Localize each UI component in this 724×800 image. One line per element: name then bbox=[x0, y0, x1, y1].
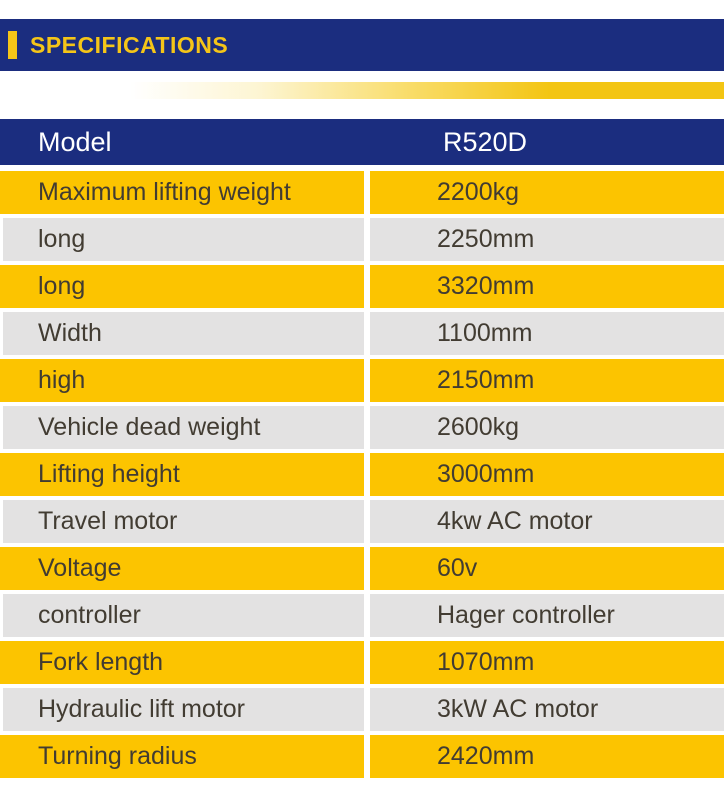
spec-value: 3320mm bbox=[370, 265, 724, 308]
spec-label: Fork length bbox=[0, 641, 364, 684]
spec-label: long bbox=[0, 218, 364, 261]
table-row bbox=[0, 406, 724, 449]
table-row bbox=[0, 594, 724, 637]
spec-value: 3kW AC motor bbox=[370, 688, 724, 731]
spec-label: Lifting height bbox=[0, 453, 364, 496]
table-row bbox=[0, 171, 724, 214]
spec-label: Hydraulic lift motor bbox=[0, 688, 364, 731]
spec-value: 3000mm bbox=[370, 453, 724, 496]
table-row bbox=[0, 547, 724, 590]
spec-label: controller bbox=[0, 594, 364, 637]
spec-label: long bbox=[0, 265, 364, 308]
spec-label: Voltage bbox=[0, 547, 364, 590]
spec-value: 2600kg bbox=[370, 406, 724, 449]
spec-value: 1100mm bbox=[370, 312, 724, 355]
spec-value: 2420mm bbox=[370, 735, 724, 778]
spec-label: Maximum lifting weight bbox=[0, 171, 364, 214]
model-number: R520D bbox=[443, 126, 528, 157]
table-body bbox=[0, 171, 724, 778]
spec-value: Hager controller bbox=[370, 594, 724, 637]
gradient-divider bbox=[0, 82, 724, 99]
section-header bbox=[0, 19, 724, 71]
spec-value: 1070mm bbox=[370, 641, 724, 684]
table-row bbox=[0, 453, 724, 496]
spec-label: Vehicle dead weight bbox=[0, 406, 364, 449]
table-row bbox=[0, 312, 724, 355]
spec-value: 60v bbox=[370, 547, 724, 590]
spec-value: 2250mm bbox=[370, 218, 724, 261]
table-header-row bbox=[0, 119, 724, 165]
table-row bbox=[0, 218, 724, 261]
spec-label: Width bbox=[0, 312, 364, 355]
title-accent-bar bbox=[8, 31, 17, 59]
table-row bbox=[0, 641, 724, 684]
spec-label: Turning radius bbox=[0, 735, 364, 778]
spec-label: high bbox=[0, 359, 364, 402]
table-row bbox=[0, 500, 724, 543]
table-row bbox=[0, 688, 724, 731]
model-header-label: Model bbox=[38, 126, 112, 157]
table-row bbox=[0, 359, 724, 402]
spec-value: 2200kg bbox=[370, 171, 724, 214]
table-row bbox=[0, 735, 724, 778]
spec-table bbox=[0, 119, 724, 782]
spec-label: Travel motor bbox=[0, 500, 364, 543]
spec-value: 2150mm bbox=[370, 359, 724, 402]
spec-value: 4kw AC motor bbox=[370, 500, 724, 543]
section-title: SPECIFICATIONS bbox=[30, 32, 229, 58]
table-row bbox=[0, 265, 724, 308]
